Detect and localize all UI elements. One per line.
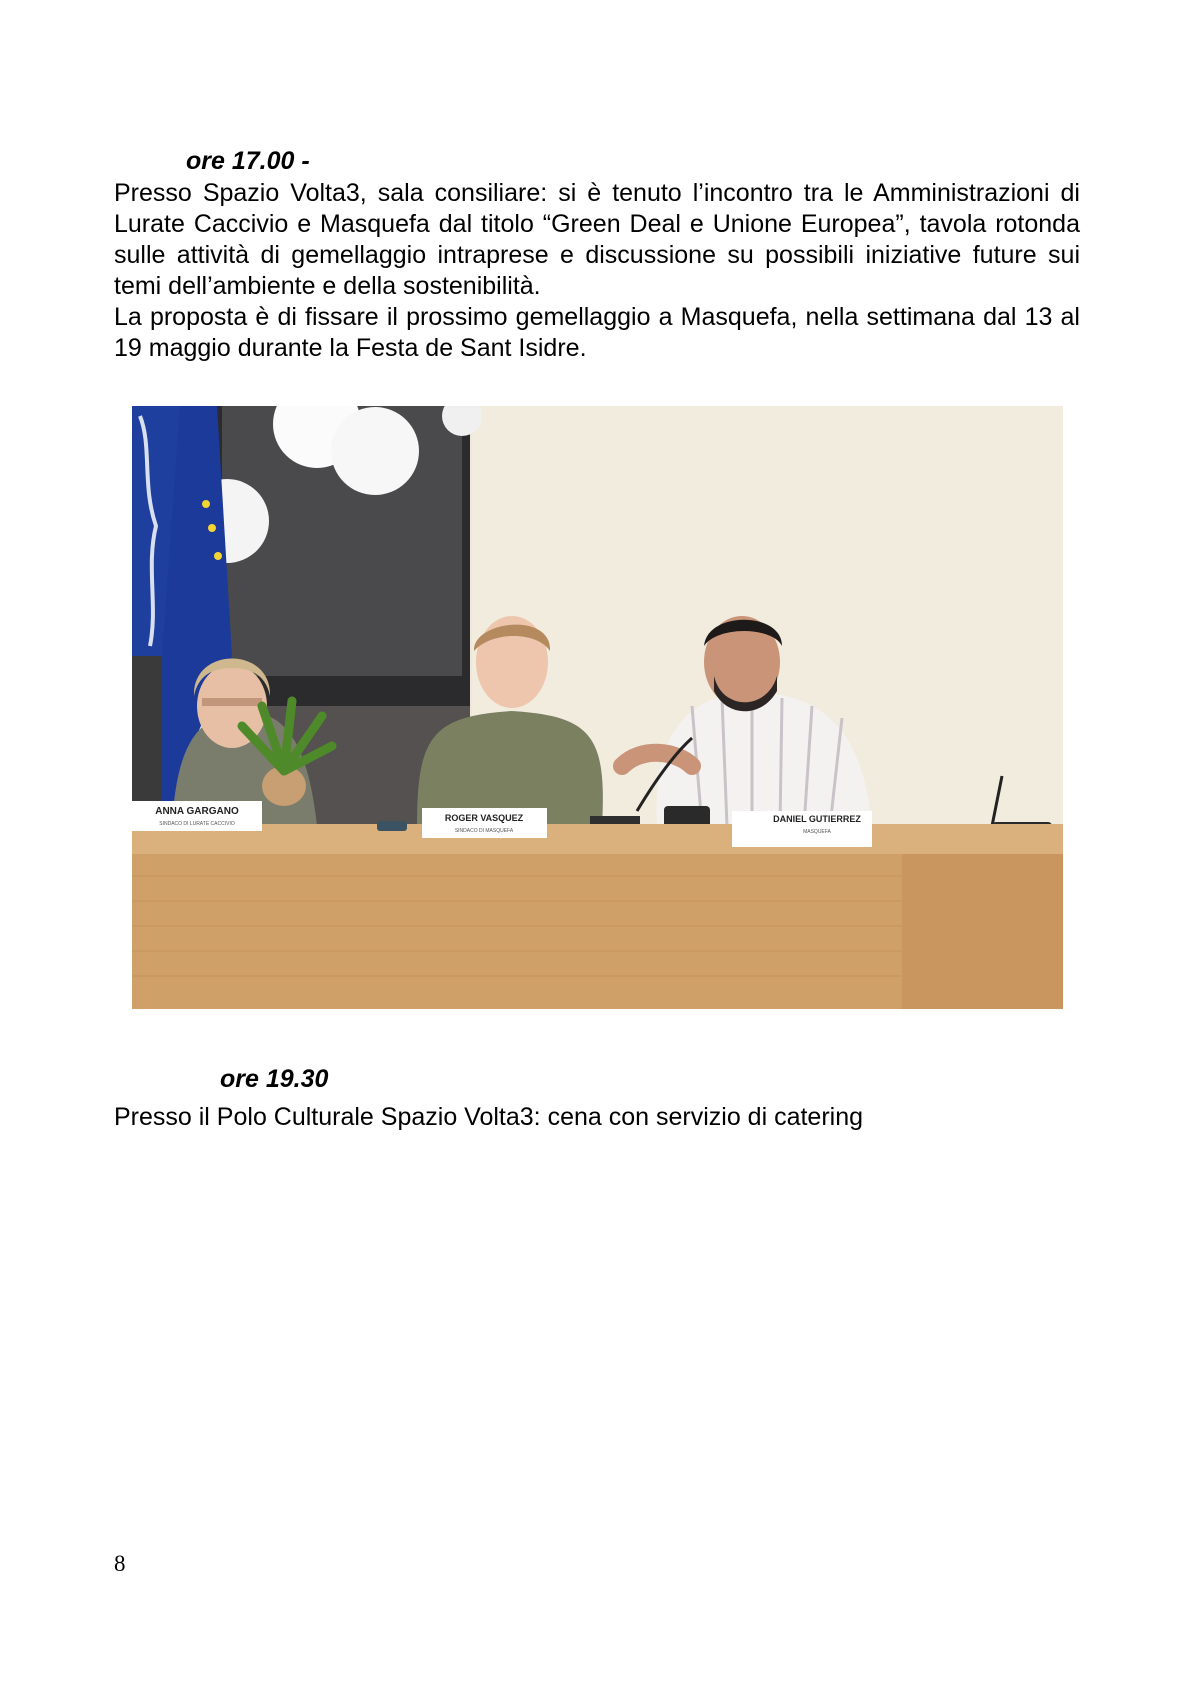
placard-anna (132, 801, 262, 831)
placard-name: ROGER VASQUEZ (444, 813, 524, 823)
placard-role: SINDACO DI LURATE CACCIVIO (159, 821, 235, 827)
placard-name: ANNA GARGANO (155, 806, 239, 817)
paragraph-cena: Presso il Polo Culturale Spazio Volta3: cena con servizio di catering (114, 1103, 864, 1131)
meeting-photo (132, 406, 1063, 1009)
phone (377, 821, 407, 831)
table-top (132, 824, 1063, 854)
placard-role: MASQUEFA (803, 829, 831, 835)
placard-name: DANIEL GUTIERREZ (773, 814, 861, 824)
placard-role: SINDACO DI MASQUEFA (454, 828, 514, 834)
section-heading-1930: ore 19.30 (220, 1065, 329, 1093)
placard-roger (422, 808, 547, 838)
page-number: 8 (114, 1551, 126, 1576)
pendant-lamp (331, 407, 419, 495)
section-heading-1700: ore 17.00 - (186, 147, 310, 175)
paragraph-incontro: Presso Spazio Volta3, sala consiliare: si è tenuto l’incontro tra le Amministrazioni di Lurate Caccivio e Masquefa dal titolo “Green Deal e Unione Europea”, tavola rotonda sulle attività di gemellaggio intraprese e discussione su possibili iniziative future sui temi dell’ambiente e della sostenibilità. (114, 179, 1080, 300)
placard-daniel (732, 811, 872, 847)
paragraph-proposta: La proposta è di fissare il prossimo gemellaggio a Masquefa, nella settimana dal 13 al 19 maggio durante la Festa de Sant Isidre. (114, 303, 1080, 362)
